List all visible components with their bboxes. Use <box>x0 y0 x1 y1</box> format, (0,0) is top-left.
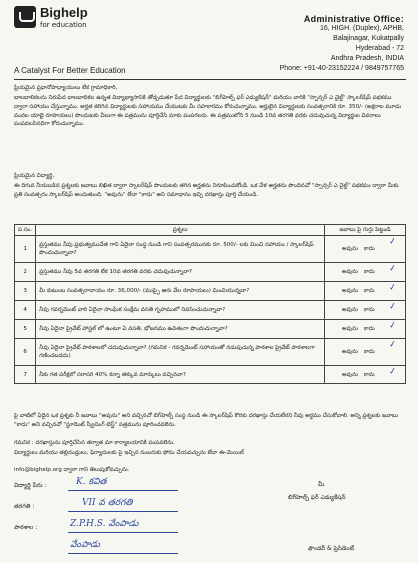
class-value: VII వ తరగతి <box>82 498 133 508</box>
col-header-answer: జవాబు పై గుర్తు పెట్టండి <box>325 225 406 236</box>
answer-cell <box>325 320 406 339</box>
signature-organization: బిగ్‌హెల్ప్ ఫర్ ఎడ్యుకేషన్ <box>288 494 346 501</box>
question-text: మీ కుటుంబ సంవత్సరాదాయం రూ. 36,000/- (ముప్పై ఆరు వేల రూపాయలు) మించియున్నదా? <box>36 282 325 301</box>
row-number: 2 <box>15 263 36 282</box>
question-text: నీవు ఏదైనా ప్రైవేట్ పాఠశాలలో చదువుచున్నావా? (గమనిక - గవర్నమెంట్ సహాయంతో నడుపుచున్న పాఠశాల ప్రైవేట్ పాఠశాలగా గణించబడదు) <box>36 339 325 366</box>
village-value: వేంపాడు <box>70 540 101 550</box>
col-header-number: ప.సం. <box>15 225 36 236</box>
class-underline <box>68 511 178 512</box>
yes-option[interactable]: అవును <box>342 269 358 275</box>
table-row <box>15 282 406 301</box>
signature-salutation: మీ <box>318 481 325 488</box>
office-address-block <box>280 14 404 74</box>
table-row <box>15 301 406 320</box>
row-number: 3 <box>15 282 36 301</box>
bighelp-logo-icon <box>14 6 36 28</box>
row-number: 7 <box>15 366 36 384</box>
yes-option[interactable]: అవును <box>342 246 358 252</box>
school-underline <box>68 532 178 533</box>
question-text: ప్రస్తుతము నీవు 5వ తరగతి లేక 10వ తరగతి వరకు చదువుచున్నావా? <box>36 263 325 282</box>
row-number: 4 <box>15 301 36 320</box>
row-number: 1 <box>15 236 36 263</box>
answer-cell <box>325 282 406 301</box>
answer-cell <box>325 236 406 263</box>
tick-mark-icon: ✓ <box>388 339 398 351</box>
phone-line: Phone: +91-40-23152224 / 9849757765 <box>279 65 404 72</box>
contact-paragraph: విద్యార్థులు మరియు తల్లిదండ్రులు, ఫిర్యాదులకు పై ఇచ్చిన నంబరుకు ఫోను చేయవచ్చును లేదా ఈ-మెయిల్ <box>14 450 244 456</box>
eligibility-questions-table <box>14 224 406 384</box>
brand-name: Bighelp <box>40 5 88 20</box>
tick-mark-icon: ✓ <box>388 282 398 294</box>
greeting-student: ప్రియమైన విద్యార్థి, <box>14 173 55 179</box>
table-row <box>15 339 406 366</box>
answer-cell <box>325 339 406 366</box>
yes-option[interactable]: అవును <box>342 288 358 294</box>
yes-option[interactable]: అవును <box>342 349 358 355</box>
question-text: నీవు ఏదైనా ప్రైవేట్ హాస్టల్ లో ఉంటూ ఏ వసతి, భోజనము ఉచితంగా పొందుచున్నావా? <box>36 320 325 339</box>
village-underline <box>68 553 178 554</box>
no-option[interactable]: కాదు <box>363 326 375 332</box>
brand-subtitle: for education <box>40 21 87 29</box>
no-option[interactable]: కాదు <box>363 349 375 355</box>
school-value: Z.P.H.S. వేంపాడు <box>70 519 139 529</box>
table-row <box>15 320 406 339</box>
disclaimer-paragraph: పై వాటిలో ఏదైన ఒక ప్రశ్నకు నీ జవాబు "అవును" అని వచ్చినచో బిగ్‌హెల్ప్ సంస్థ నుండి ఈ స్కాలర్‌షిప్ కొరకు దరఖాస్తు చేయలేరని నీవు అర్థము చేసుకోవాలి. అన్ని ప్రశ్నలకు జవాబు "కాదు" అని వచ్చినచో "స్టూడెంట్ స్క్రీనింగ్ టెస్ట్" పత్రమును పూరించవలెను. <box>14 413 399 428</box>
yes-option[interactable]: అవును <box>342 307 358 313</box>
tick-mark-icon: ✓ <box>388 301 398 313</box>
greeting-headmaster: ప్రియమైన ప్రధానోపాధ్యాయులు లేక గ్రామాధికారి, <box>14 85 118 91</box>
answer-cell <box>325 263 406 282</box>
table-row <box>15 263 406 282</box>
office-title: Administrative Office: <box>303 14 404 24</box>
no-option[interactable]: కాదు <box>363 269 375 275</box>
answer-cell <box>325 301 406 320</box>
address-line-1: 16, HIGH. (Duplex), APHB, <box>319 25 404 32</box>
address-line-2: Balajinagar, Kukatpally <box>333 35 404 42</box>
address-line-4: Andhra Pradesh, INDIA <box>330 55 404 62</box>
contact-email: info@bighelp.org ద్వారా గాని తెలుపుకోవచ్చును. <box>14 467 130 473</box>
col-header-question: ప్రశ్నలు <box>36 225 325 236</box>
student-name-value: K. కవిత <box>76 477 107 487</box>
table-header-row <box>15 225 406 236</box>
tick-mark-icon: ✓ <box>388 320 398 332</box>
table-row <box>15 366 406 384</box>
yes-option[interactable]: అవును <box>342 371 358 378</box>
intro-paragraph: బాలబాలికలను నిరుపేద బాలబాలికల ఉన్నత విద్యాభ్యాసానికి తోడ్పడుతూ పేద విద్యార్థులకు "బిగ్‌హెల్ప్ ఫర్ ఎడ్యుకేషన్" మరియు వారికి "స్పాన్సర్ ఎ చైల్డ్" స్కాలర్‌షిప్ పథకము ద్వారా సహాయం చేస్తున్నాము. అర్హత కలిగిన విద్యార్థులకు సహాయము చేయుటకు మీ సహకారము కోరుచున్నాము. అర్హులైన విద్యార్థులకు సంవత్సరానికి రూ. 350/- (అక్షరాల మూడు వందల యాభై రూపాయలు) పొందుటకు వీలుగా ఈ పత్రమును పూర్తిచేసి మాకు పంపగలరు. ఈ పత్రములోని 5 నుండి 10వ తరగతి వరకు చదువుచున్న విద్యార్థుల వివరాలు పంపవలసినదిగా కోరుచున్నాము. <box>14 95 402 128</box>
question-text: నీకు గత పరీక్షలో సరాసరి 40% కన్నా తక్కువ మార్కులు వచ్చినవా? <box>36 366 325 384</box>
instruction-paragraph: ఈ దిగువ నీయబడిన ప్రశ్నలకు జవాబు లిఖిత ద్వారా స్కాలర్‌షిప్ పొందుటకు తగిన అర్హతను నిరూపించుకోండి. ఒక వేళ అర్హతను పొందినచో "స్పాన్సర్ ఎ చైల్డ్" పథకము ద్వారా మీకు ప్రతి సంవత్సరం స్కాలర్‌షిప్ అందుతుంది. "అవును" లేదా "కాదు" అని సమాధానం ఇచ్చి దరఖాస్తు పూర్తి చేయండి. <box>14 183 399 198</box>
row-number: 5 <box>15 320 36 339</box>
yes-option[interactable]: అవును <box>342 326 358 332</box>
tagline: A Catalyst For Better Education <box>14 66 126 75</box>
no-option[interactable]: కాదు <box>363 246 375 252</box>
row-number: 6 <box>15 339 36 366</box>
class-label: తరగతి : <box>14 503 35 510</box>
tick-mark-icon: ✓ <box>388 263 398 275</box>
signature-title: ఫౌండర్ & ప్రెసిడెంట్ <box>308 545 355 552</box>
table-row <box>15 236 406 263</box>
header-divider <box>14 79 406 80</box>
no-option[interactable]: కాదు <box>363 288 375 294</box>
student-name-underline <box>68 490 178 491</box>
student-name-label: విద్యార్థి పేరు : <box>14 482 47 489</box>
school-label: పాఠశాల : <box>14 524 38 531</box>
note-line: గమనిక : దరఖాస్తును పూర్తిచేసిన తర్వాత మా కార్యాలయానికి పంపవలెను. <box>14 440 175 446</box>
no-option[interactable]: కాదు <box>363 307 375 313</box>
tick-mark-icon: ✓ <box>388 236 398 248</box>
question-text: ప్రస్తుతము నీవు ప్రభుత్వముచేత గాని ఏదైనా సంస్థ నుండి గాని సంవత్సరమునకు రూ. 500/- లకు మించి సహాయం / స్కాలర్‌షిప్ పొందుచున్నావా? <box>36 236 325 263</box>
no-option[interactable]: కాదు <box>363 371 375 378</box>
address-line-3: Hyderabad - 72 <box>355 45 404 52</box>
tick-mark-icon: ✓ <box>388 366 398 378</box>
question-text: నీవు గవర్నమెంట్ వారి ఏదైనా సాంఘిక సంక్షేమ వసతి గృహములో నివసించుచున్నావా? <box>36 301 325 320</box>
answer-cell <box>325 366 406 384</box>
